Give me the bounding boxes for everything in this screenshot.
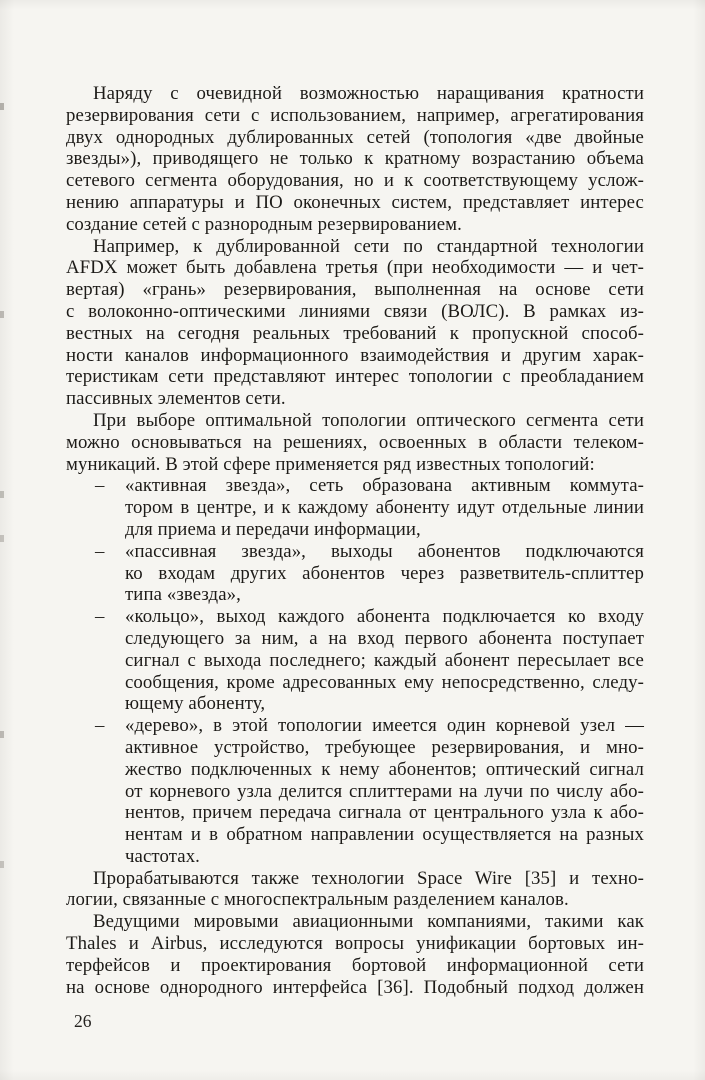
text-line: можно основываться на решениях, освоенных в области телеком- bbox=[66, 431, 644, 453]
list-dash-marker: – bbox=[95, 606, 105, 628]
list-item bbox=[66, 541, 644, 606]
scan-edge-artifacts bbox=[0, 103, 4, 110]
text-line: «пассивная звезда», выходы абонентов подключаются bbox=[125, 540, 644, 562]
list-item bbox=[66, 475, 644, 540]
page-number: 26 bbox=[74, 1011, 92, 1031]
paragraph bbox=[66, 911, 644, 998]
page-body-text bbox=[66, 83, 644, 998]
text-line: Ведущими мировыми авиационными компаниями, такими как bbox=[93, 911, 644, 933]
text-line: от корневого узла делится сплиттерами на лучи по числу або- bbox=[125, 780, 644, 802]
text-line: ко входам других абонентов через разветвитель-сплиттер bbox=[125, 562, 644, 584]
text-line: логии, связанные с многоспектральным разделением каналов. bbox=[66, 889, 569, 911]
text-line: сигнал с выхода последнего; каждый абонент пересылает все bbox=[125, 649, 644, 671]
paragraph bbox=[66, 410, 644, 475]
text-line: Прорабатываются также технологии Space Wire [35] и техно- bbox=[93, 867, 644, 889]
text-line: «дерево», в этой топологии имеется один корневой узел — bbox=[125, 715, 644, 737]
text-line: нентов, причем передача сигнала от центрального узла к або- bbox=[125, 802, 644, 824]
list-dash-marker: – bbox=[95, 540, 105, 562]
text-line: «активная звезда», сеть образована активным коммута- bbox=[125, 475, 644, 497]
paragraph bbox=[66, 236, 644, 410]
paragraph bbox=[66, 868, 644, 912]
list-dash-marker: – bbox=[95, 475, 105, 497]
text-line: Наряду с очевидной возможностью наращивания кратности bbox=[93, 83, 644, 104]
text-line: терфейсов и проектирования бортовой информационной сети bbox=[66, 954, 644, 976]
text-line: теристикам сети представляют интерес топологии с преобладанием bbox=[66, 366, 644, 388]
text-line: нентам и в обратном направлении осуществляется на разных bbox=[125, 824, 644, 846]
text-line: звезды»), приводящего не только к кратному возрастанию объема bbox=[66, 148, 644, 170]
text-line: тором в центре, и к каждому абоненту идут отдельные линии bbox=[125, 497, 644, 519]
text-line: муникаций. В этой сфере применяется ряд известных топологий: bbox=[66, 453, 595, 475]
text-line: частотах. bbox=[125, 845, 200, 867]
text-line: на основе однородного интерфейса [36]. Подобный подход должен bbox=[66, 976, 644, 998]
text-line: вертая) «грань» резервирования, выполненная на основе сети bbox=[66, 279, 644, 301]
text-line: сетевого сегмента оборудования, но и к соответствующему услож- bbox=[66, 170, 644, 192]
text-line: AFDX может быть добавлена третья (при необходимости — и чет- bbox=[66, 257, 644, 279]
list-item bbox=[66, 715, 644, 868]
text-line: пассивных элементов сети. bbox=[66, 388, 286, 410]
text-line: двух однородных дублированных сетей (топология «две двойные bbox=[66, 126, 644, 148]
text-line: жество подключенных к нему абонентов; оптический сигнал bbox=[125, 758, 644, 780]
text-line: для приема и передачи информации, bbox=[125, 518, 421, 540]
text-line: Thales и Airbus, исследуются вопросы унификации бортовых ин- bbox=[66, 933, 644, 955]
text-line: типа «звезда», bbox=[125, 584, 241, 606]
paragraph bbox=[66, 83, 644, 236]
list-dash-marker: – bbox=[95, 715, 105, 737]
text-line: следующего за ним, а на вход первого абонента поступает bbox=[125, 627, 644, 649]
text-line: активное устройство, требующее резервирования, и мно- bbox=[125, 736, 644, 758]
text-line: Например, к дублированной сети по стандартной технологии bbox=[93, 235, 644, 257]
list-item bbox=[66, 606, 644, 715]
text-line: сообщения, кроме адресованных ему непосредственно, следу- bbox=[125, 671, 644, 693]
text-line: ющему абоненту, bbox=[125, 693, 266, 715]
text-line: При выборе оптимальной топологии оптического сегмента сети bbox=[93, 409, 644, 431]
text-line: резервирования сети с использованием, например, агрегатирования bbox=[66, 104, 644, 126]
text-line: «кольцо», выход каждого абонента подключается ко входу bbox=[125, 606, 644, 628]
text-line: ности каналов информационного взаимодействия и другим харак- bbox=[66, 344, 644, 366]
text-line: с волоконно-оптическими линиями связи (ВОЛС). В рамках из- bbox=[66, 300, 644, 322]
text-line: нению аппаратуры и ПО оконечных систем, представляет интерес bbox=[66, 191, 644, 213]
text-line: вестных на сегодня реальных требований к пропускной способ- bbox=[66, 322, 644, 344]
text-line: создание сетей с разнородным резервированием. bbox=[66, 213, 462, 235]
